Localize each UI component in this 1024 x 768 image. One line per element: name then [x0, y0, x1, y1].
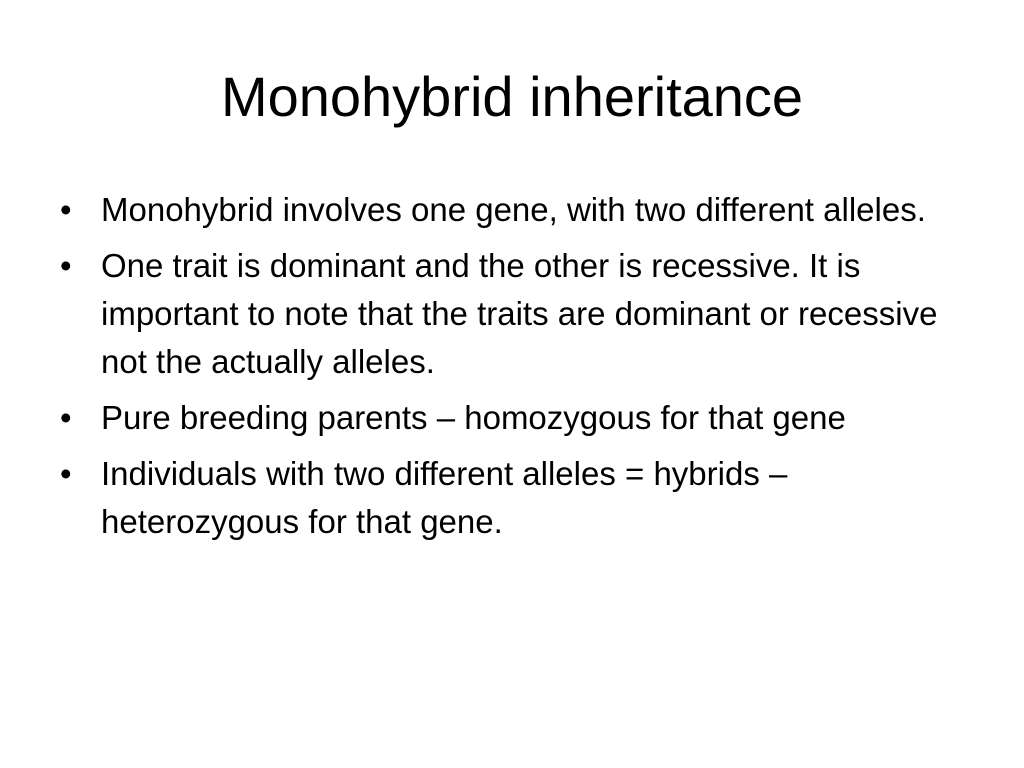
bullet-icon: •: [60, 191, 72, 228]
bullet-text: One trait is dominant and the other is recessive. It is important to note that the traits are dominant or recessive not the actually alleles.: [101, 247, 938, 380]
bullet-icon: •: [60, 455, 72, 492]
bullet-item: [54, 394, 984, 442]
bullet-icon: •: [60, 247, 72, 284]
bullet-list: [54, 186, 984, 554]
bullet-item: [54, 242, 984, 386]
bullet-text: Pure breeding parents – homozygous for that gene: [101, 399, 846, 436]
bullet-text: Monohybrid involves one gene, with two different alleles.: [101, 191, 926, 228]
bullet-text: Individuals with two different alleles = hybrids – heterozygous for that gene.: [101, 455, 788, 540]
bullet-item: [54, 450, 984, 546]
bullet-icon: •: [60, 399, 72, 436]
bullet-item: [54, 186, 984, 234]
slide-title: Monohybrid inheritance: [220, 65, 804, 128]
